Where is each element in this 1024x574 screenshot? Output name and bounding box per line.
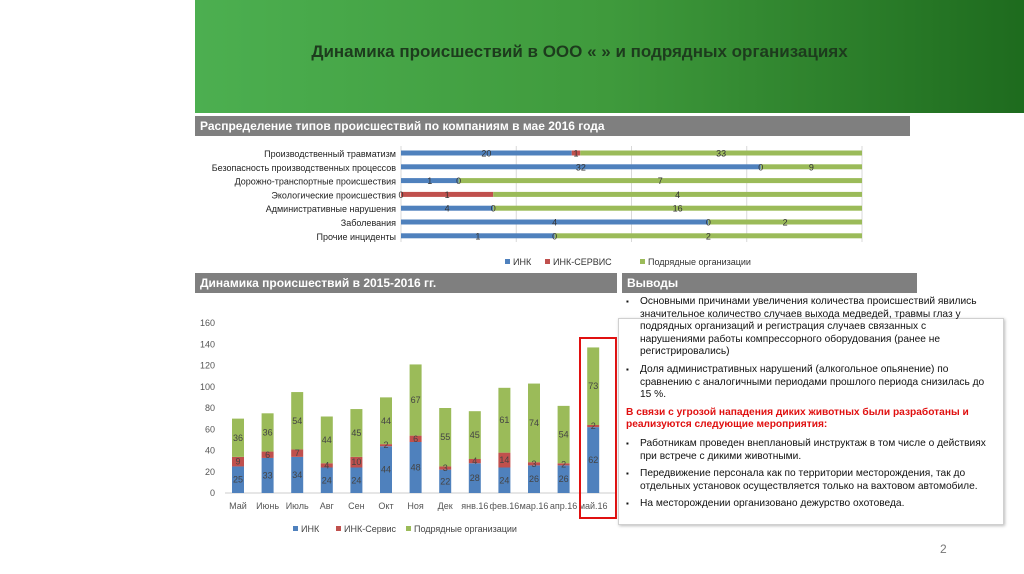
- data-label: 20: [481, 148, 492, 159]
- data-label: 61: [499, 415, 510, 426]
- data-label: 22: [440, 476, 451, 487]
- legend-swatch: [406, 526, 411, 531]
- conclusion-item: ▪ Доля административных нарушений (алкогольное опьянение) по сравнению с аналогичными периодами прошлого периода снизилась до 15 %.: [640, 364, 994, 402]
- data-label: 45: [351, 427, 362, 438]
- category-label: Административные нарушения: [265, 204, 396, 215]
- x-tick-label: Май: [229, 501, 247, 511]
- data-label: 9: [235, 456, 241, 467]
- data-label: 54: [558, 429, 569, 440]
- x-tick-label: май.16: [578, 501, 608, 511]
- category-label: Дорожно-транспортные происшествия: [234, 176, 396, 187]
- x-tick-label: Авг: [319, 501, 334, 511]
- data-label: 67: [410, 395, 421, 406]
- y-tick-label: 80: [204, 403, 215, 413]
- data-label: 0: [456, 176, 462, 187]
- y-tick-label: 120: [199, 360, 215, 371]
- section-title-dynamics: Динамика происшествий в 2015-2016 гг.: [195, 273, 617, 293]
- data-label: 54: [292, 415, 303, 426]
- x-tick-label: Июль: [285, 501, 309, 511]
- measures-heading: В связи с угрозой нападения диких животных были разработаны и реализуются следующие мероприятия:: [626, 406, 969, 431]
- x-tick-label: Июнь: [256, 501, 280, 511]
- data-label: 0: [490, 203, 496, 214]
- x-tick-label: Дек: [437, 501, 453, 511]
- y-tick-label: 100: [199, 381, 215, 392]
- y-tick-label: 20: [204, 466, 215, 477]
- legend-swatch: [336, 526, 341, 531]
- data-label: 2: [705, 231, 711, 242]
- data-label: 4: [552, 217, 558, 228]
- data-label: 74: [528, 417, 540, 428]
- y-tick-label: 0: [209, 488, 215, 498]
- x-tick-label: мар.16: [519, 501, 549, 511]
- data-label: 0: [758, 162, 764, 173]
- category-label: Безопасность производственных процессов: [211, 162, 396, 173]
- data-label: 48: [410, 462, 421, 473]
- data-label: 25: [232, 474, 244, 485]
- data-label: 36: [262, 427, 273, 438]
- data-label: 1: [444, 189, 450, 200]
- data-label: 9: [808, 162, 814, 173]
- data-label: 73: [588, 381, 599, 392]
- data-label: 2: [383, 440, 389, 451]
- data-label: 4: [675, 189, 681, 200]
- data-label: 4: [444, 203, 450, 214]
- data-label: 26: [528, 474, 540, 485]
- category-label: Прочие инциденты: [316, 231, 396, 242]
- y-tick-label: 40: [204, 445, 215, 456]
- data-label: 24: [499, 475, 510, 486]
- data-label: 26: [558, 474, 569, 485]
- legend-label: Подрядные организации: [648, 257, 751, 267]
- y-tick-label: 160: [199, 318, 215, 328]
- data-label: 1: [475, 231, 481, 242]
- data-label: 2: [782, 217, 788, 228]
- page-number: 2: [940, 542, 947, 556]
- x-tick-label: Окт: [378, 501, 394, 511]
- data-label: 24: [321, 475, 332, 486]
- x-tick-label: Ноя: [407, 501, 424, 511]
- data-label: 44: [380, 464, 392, 475]
- y-tick-label: 60: [204, 424, 215, 435]
- data-label: 2: [561, 459, 567, 470]
- data-label: 6: [413, 433, 419, 444]
- y-tick-label: 140: [199, 339, 215, 350]
- data-label: 55: [440, 432, 451, 443]
- data-label: 16: [672, 203, 683, 214]
- data-label: 24: [351, 475, 362, 486]
- data-label: 10: [351, 457, 362, 468]
- data-label: 33: [262, 470, 273, 481]
- data-label: 4: [472, 456, 478, 467]
- measure-item: ▪ На месторождении организовано дежурство охотоведа.: [640, 498, 994, 511]
- data-label: 0: [705, 217, 711, 228]
- data-label: 32: [575, 162, 586, 173]
- category-label: Заболевания: [340, 218, 396, 228]
- data-label: 4: [324, 460, 330, 471]
- legend-swatch: [293, 526, 298, 531]
- data-label: 6: [265, 449, 271, 460]
- legend-label: ИНК-СЕРВИС: [553, 257, 612, 267]
- data-label: 1: [427, 176, 433, 187]
- data-label: 44: [380, 415, 392, 426]
- data-label: 0: [552, 231, 558, 242]
- data-label: 0: [398, 189, 404, 200]
- category-label: Производственный травматизм: [264, 149, 396, 159]
- data-label: 36: [232, 432, 244, 443]
- section-title-conclusions: Выводы: [622, 273, 917, 293]
- data-label: 62: [588, 455, 599, 466]
- legend-label: ИНК: [301, 524, 320, 534]
- legend-swatch: [640, 259, 645, 264]
- data-label: 14: [499, 455, 510, 466]
- page-title: Динамика происшествий в ООО « » и подрядных организациях: [311, 42, 848, 61]
- legend-label: ИНК: [513, 257, 532, 267]
- data-label: 3: [531, 458, 537, 469]
- data-label: 3: [442, 463, 448, 474]
- x-tick-label: янв.16: [461, 501, 489, 511]
- x-tick-label: фев.16: [489, 501, 520, 511]
- x-tick-label: апр.16: [549, 501, 578, 511]
- data-label: 45: [469, 430, 480, 441]
- data-label: 34: [292, 469, 303, 480]
- data-label: 1: [573, 148, 579, 159]
- legend-swatch: [545, 259, 550, 264]
- conclusion-item: ▪ Основными причинами увеличения количества происшествий явились значительное количество случаев выхода медведей, травмы глаз у подрядных организаций и регистрация случаев связанных с нарушениями работы компрессорного оборудования (ранее не регистрировались): [640, 296, 994, 359]
- x-tick-label: Сен: [348, 501, 365, 511]
- conclusions-text: [622, 296, 994, 516]
- data-label: 7: [657, 176, 663, 187]
- data-label: 28: [469, 473, 480, 484]
- measure-item: ▪ Передвижение персонала как по территории месторождения, так до отдельных установок осуществляется только на вахтовом автомобиле.: [640, 468, 994, 493]
- legend-label: ИНК-Сервис: [344, 524, 397, 534]
- section-title-distribution: Распределение типов происшествий по компаниям в мае 2016 года: [195, 116, 910, 136]
- data-label: 7: [294, 448, 300, 459]
- category-label: Экологические происшествия: [271, 190, 396, 201]
- legend-label: Подрядные организации: [414, 524, 517, 534]
- data-label: 33: [716, 148, 727, 159]
- legend-swatch: [505, 259, 510, 264]
- data-label: 44: [321, 434, 332, 445]
- measure-item: ▪ Работникам проведен внеплановый инструктаж в том числе о действиях при встрече с дикими животными.: [640, 438, 994, 463]
- data-label: 2: [590, 421, 596, 432]
